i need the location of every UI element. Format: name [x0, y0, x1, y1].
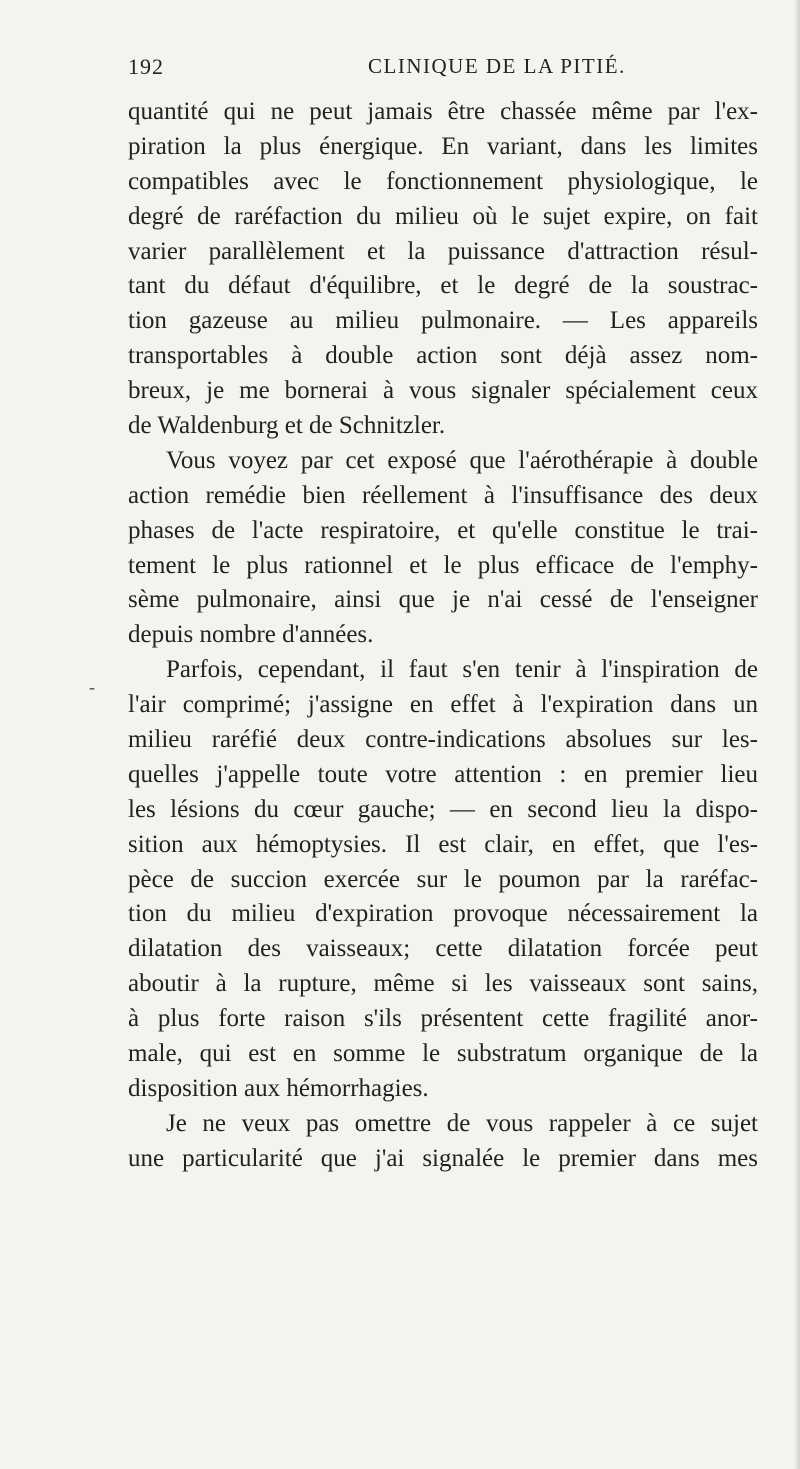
text-line: male, qui est en somme le substratum organique de la: [128, 1040, 758, 1068]
page-number: 192: [128, 54, 164, 79]
body-text: [128, 95, 758, 1177]
text-line: dilatation des vaisseaux; cette dilatation forcée peut: [128, 935, 758, 963]
text-line: quantité qui ne peut jamais être chassée même par l'ex-: [128, 98, 758, 125]
text-line: degré de raréfaction du milieu où le sujet expire, on fait: [128, 202, 758, 230]
paragraph-start-line: Vous voyez par cet exposé que l'aérothérapie à double: [166, 446, 758, 474]
text-line: action remédie bien réellement à l'insuffisance des deux: [128, 481, 758, 509]
text-line: quelles j'appelle toute votre attention : en premier lieu: [128, 760, 758, 788]
page-header: [128, 54, 740, 84]
text-line: varier parallèlement et la puissance d'attraction résul-: [128, 237, 758, 265]
paragraph-end-line: disposition aux hémorrhagies.: [128, 1074, 429, 1102]
paragraph-start-line: Parfois, cependant, il faut s'en tenir à l'inspiration de: [166, 656, 758, 684]
text-line: piration la plus énergique. En variant, dans les limites: [128, 132, 758, 160]
text-line: tion du milieu d'expiration provoque nécessairement la: [128, 900, 758, 928]
paragraph-start-line: Je ne veux pas omettre de vous rappeler à ce sujet: [166, 1109, 758, 1137]
margin-mark: -: [89, 677, 95, 697]
page-edge-shadow: [794, 0, 800, 1469]
text-line: aboutir à la rupture, même si les vaisseaux sont sains,: [128, 970, 758, 998]
running-head: CLINIQUE DE LA PITIÉ.: [368, 54, 626, 78]
text-line: compatibles avec le fonctionnement physiologique, le: [128, 167, 758, 195]
text-line: sition aux hémoptysies. Il est clair, en effet, que l'es-: [128, 830, 758, 858]
text-line: pèce de succion exercée sur le poumon par la raréfac-: [128, 865, 758, 893]
paragraph-end-line: de Waldenburg et de Schnitzler.: [128, 412, 446, 440]
paragraph-end-line: depuis nombre d'années.: [128, 621, 374, 649]
text-line: transportables à double action sont déjà assez nom-: [128, 342, 758, 370]
text-line: tement le plus rationnel et le plus efficace de l'emphy-: [128, 551, 758, 579]
text-line: breux, je me bornerai à vous signaler spécialement ceux: [128, 377, 758, 405]
text-line: milieu raréfié deux contre-indications absolues sur les-: [128, 726, 758, 754]
text-line: l'air comprimé; j'assigne en effet à l'expiration dans un: [128, 691, 758, 719]
text-line: les lésions du cœur gauche; — en second lieu la dispo-: [128, 795, 758, 823]
text-line: une particularité que j'ai signalée le premier dans mes: [128, 1144, 758, 1172]
text-line: phases de l'acte respiratoire, et qu'elle constitue le trai-: [128, 516, 758, 544]
text-line: à plus forte raison s'ils présentent cette fragilité anor-: [128, 1005, 758, 1033]
text-line: tion gazeuse au milieu pulmonaire. — Les appareils: [128, 307, 758, 335]
text-line: sème pulmonaire, ainsi que je n'ai cessé de l'enseigner: [128, 586, 758, 614]
text-line: tant du défaut d'équilibre, et le degré de la soustrac-: [128, 272, 758, 300]
